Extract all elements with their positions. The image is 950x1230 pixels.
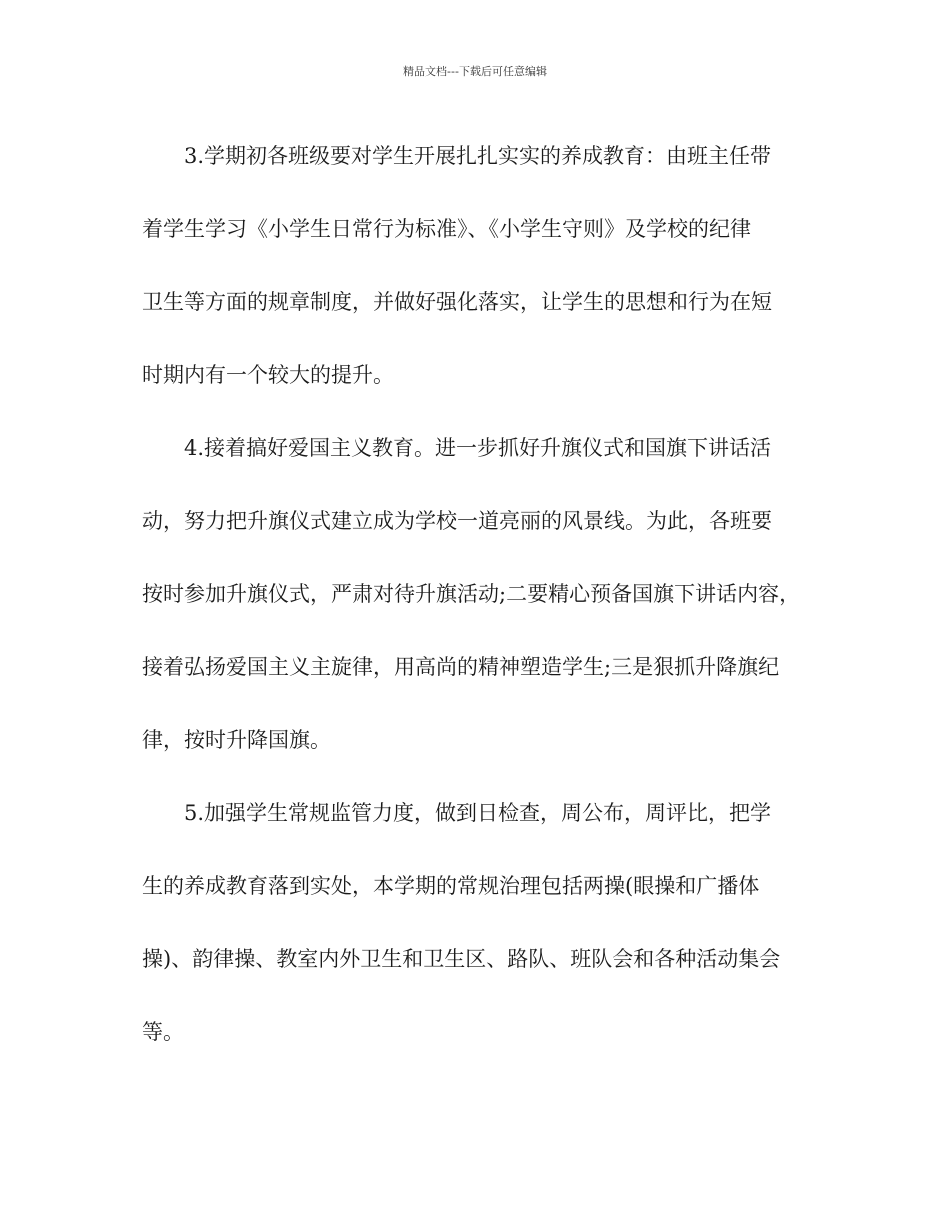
text-line: 5.加强学生常规监管力度，做到日检查，周公布，周评比，把学 — [184, 801, 772, 825]
text-line: 律，按时升降国旗。 — [142, 728, 331, 752]
document-body — [142, 136, 842, 1085]
text-line: 生的养成教育落到实处，本学期的常规治理包括两操(眼操和广播体 — [142, 874, 760, 898]
text-line: 3.学期初各班级要对学生开展扎扎实实的养成教育：由班主任带 — [184, 144, 772, 168]
text-line: 操)、韵律操、教室内外卫生和卫生区、路队、班队会和各种活动集会 — [142, 947, 781, 971]
text-line: 着学生学习《小学生日常行为标准》、《小学生守则》及学校的纪律 — [142, 217, 751, 241]
page-header: 精品文档---下载后可任意编辑 — [403, 65, 547, 78]
text-line: 动，努力把升旗仪式建立成为学校一道亮丽的风景线。为此，各班要 — [142, 509, 772, 533]
text-line: 接着弘扬爱国主义主旋律，用高尚的精神塑造学生;三是狠抓升降旗纪 — [142, 655, 780, 679]
text-line: 时期内有一个较大的提升。 — [142, 363, 394, 387]
text-line: 等。 — [142, 1020, 184, 1044]
text-line: 4.接着搞好爱国主义教育。进一步抓好升旗仪式和国旗下讲话活 — [184, 436, 772, 460]
text-line: 卫生等方面的规章制度，并做好强化落实，让学生的思想和行为在短 — [142, 290, 772, 314]
text-line: 按时参加升旗仪式，严肃对待升旗活动;二要精心预备国旗下讲话内容， — [142, 582, 801, 606]
